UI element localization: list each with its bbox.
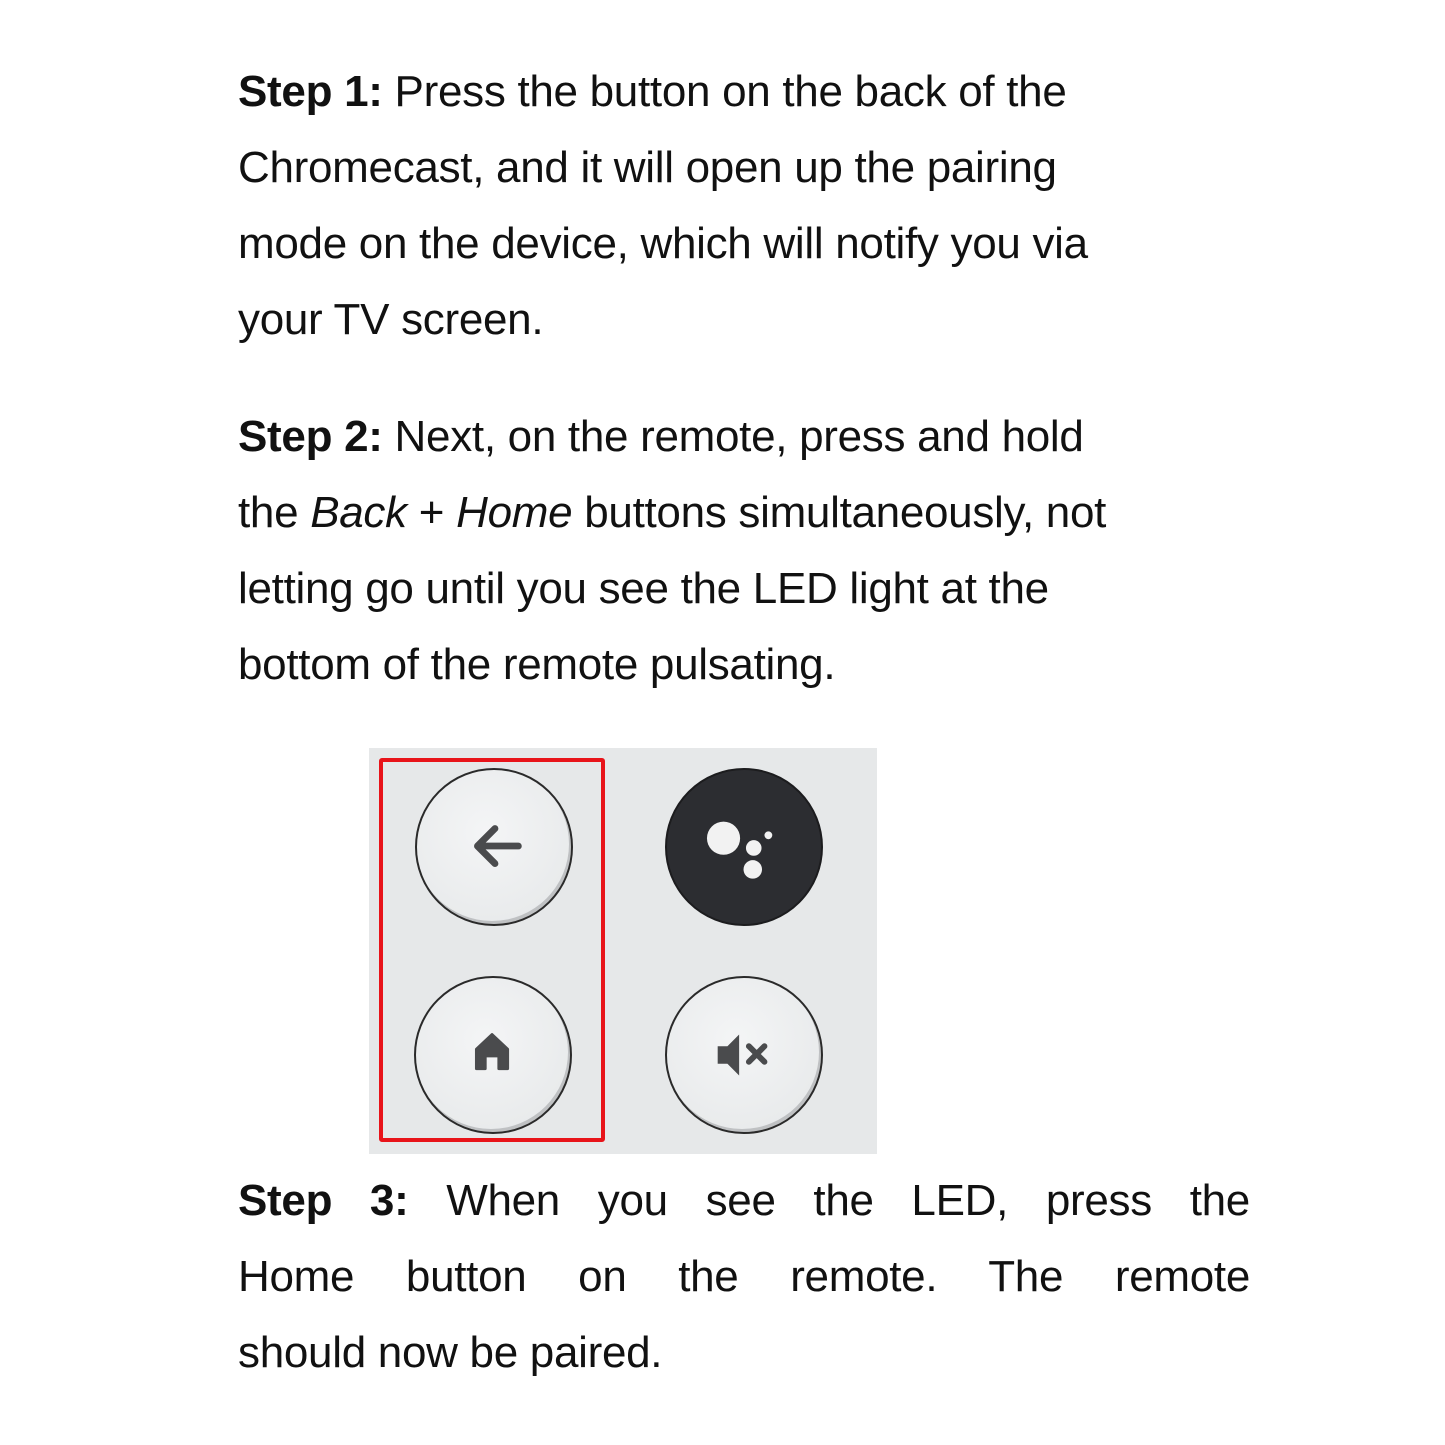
arrow-left-icon (417, 770, 571, 924)
remote-assistant-button (665, 768, 823, 926)
step-2-line-3: letting go until you see the LED light at the (238, 564, 1049, 613)
step-1-line-3: mode on the device, which will notify you via (238, 219, 1088, 268)
mute-icon (667, 978, 821, 1132)
step-1-line-4: your TV screen. (238, 295, 544, 344)
google-assistant-icon (667, 770, 821, 924)
remote-mute-button (665, 976, 823, 1134)
remote-buttons-image (369, 748, 877, 1154)
step-3-line-2: Home button on the remote. The remote (238, 1252, 1250, 1301)
step-1-label: Step 1: (238, 67, 383, 116)
step-3-paragraph (238, 1163, 1250, 1391)
step-2-label: Step 2: (238, 412, 383, 461)
step-3-line-3: should now be paired. (238, 1328, 663, 1377)
step-2-paragraph (238, 399, 1238, 703)
step-2-line-1: Step 2: Next, on the remote, press and hold (238, 412, 1084, 461)
step-2-line-4: bottom of the remote pulsating. (238, 640, 836, 689)
step-3-line-1: Step 3: When you see the LED, press the (238, 1176, 1250, 1225)
step-3-label: Step 3: (238, 1176, 409, 1225)
remote-home-button (414, 976, 572, 1134)
step-1-paragraph (238, 54, 1238, 358)
home-icon (416, 978, 570, 1132)
home-emphasis: Home (456, 488, 573, 537)
step-2-line-2: the Back + Home buttons simultaneously, not (238, 488, 1107, 537)
step-1-line-2: Chromecast, and it will open up the pairing (238, 143, 1057, 192)
remote-back-button (415, 768, 573, 926)
back-emphasis: Back (310, 488, 407, 537)
step-1-line-1: Step 1: Press the button on the back of the (238, 67, 1067, 116)
